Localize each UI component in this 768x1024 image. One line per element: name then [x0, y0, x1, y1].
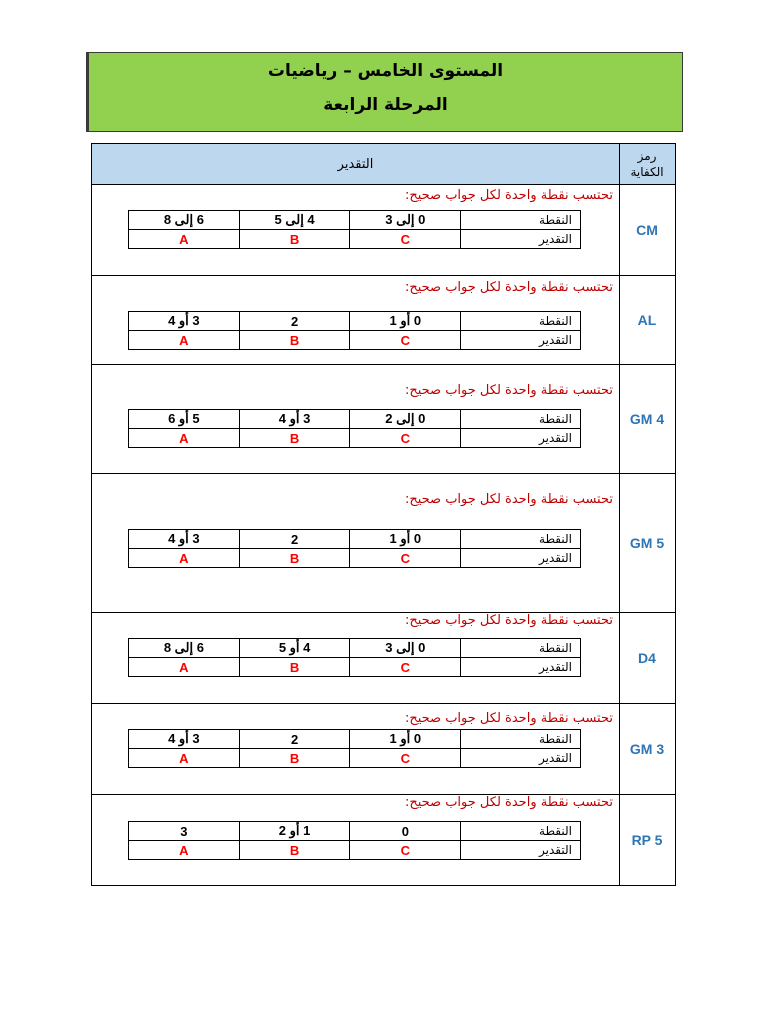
scoring-note: تحتسب نقطة واحدة لكل جواب صحيح:: [404, 613, 613, 628]
grade-cell: C: [350, 549, 461, 568]
grade-cell: B: [239, 230, 350, 249]
points-label: النقطة: [461, 530, 581, 549]
points-cell: 2: [239, 730, 350, 749]
scoring-note: تحتسب نقطة واحدة لكل جواب صحيح:: [404, 711, 613, 726]
table-row: [91, 795, 676, 886]
points-cell: 3 أو 4: [239, 410, 350, 429]
competency-code: AL: [637, 312, 657, 328]
grades-row: [129, 658, 581, 677]
grade-label: التقدير: [461, 331, 581, 350]
competency-code: RP 5: [631, 832, 663, 848]
points-cell: 3: [129, 822, 240, 841]
points-label: النقطة: [461, 822, 581, 841]
points-row: [129, 530, 581, 549]
grade-cell: B: [239, 658, 350, 677]
points-cell: 0 إلى 3: [350, 639, 461, 658]
grading-table: [91, 143, 676, 886]
grades-row: [129, 331, 581, 350]
points-cell: 6 إلى 8: [129, 639, 240, 658]
points-cell: 0 أو 1: [350, 312, 461, 331]
points-row: [129, 639, 581, 658]
grades-row: [129, 549, 581, 568]
points-cell: 0 إلى 2: [350, 410, 461, 429]
competency-code: GM 5: [629, 535, 665, 551]
grades-row: [129, 230, 581, 249]
grade-label: التقدير: [461, 841, 581, 860]
points-row: [129, 312, 581, 331]
table-row: [91, 474, 676, 613]
table-row: [91, 185, 676, 276]
grade-label: التقدير: [461, 549, 581, 568]
grade-cell: C: [350, 658, 461, 677]
grade-cell: B: [239, 749, 350, 768]
points-cell: 0 أو 1: [350, 530, 461, 549]
competency-code: GM 3: [629, 741, 665, 757]
grade-cell: B: [239, 549, 350, 568]
competency-code: D4: [638, 650, 656, 666]
score-grid: [128, 729, 581, 768]
score-grid: [128, 409, 581, 448]
table-row: [91, 613, 676, 704]
score-grid: [128, 210, 581, 249]
grade-cell: A: [129, 331, 240, 350]
row-assessment-cell: [92, 613, 620, 703]
points-row: [129, 410, 581, 429]
scoring-note: تحتسب نقطة واحدة لكل جواب صحيح:: [404, 383, 613, 398]
title-banner: [86, 52, 683, 132]
points-cell: 5 أو 6: [129, 410, 240, 429]
points-cell: 4 إلى 5: [239, 211, 350, 230]
points-cell: 2: [239, 312, 350, 331]
table-body: [91, 185, 676, 886]
scoring-note: تحتسب نقطة واحدة لكل جواب صحيح:: [404, 188, 613, 203]
grade-label: التقدير: [461, 749, 581, 768]
points-row: [129, 211, 581, 230]
grade-cell: C: [350, 841, 461, 860]
points-label: النقطة: [461, 639, 581, 658]
grade-cell: B: [239, 841, 350, 860]
competency-code: GM 4: [629, 411, 665, 427]
points-cell: 0: [350, 822, 461, 841]
row-assessment-cell: [92, 185, 620, 275]
score-grid: [128, 529, 581, 568]
grade-cell: C: [350, 429, 461, 448]
row-assessment-cell: [92, 474, 620, 612]
row-assessment-cell: [92, 704, 620, 794]
table-row: [91, 704, 676, 795]
scoring-note: تحتسب نقطة واحدة لكل جواب صحيح:: [404, 492, 613, 507]
table-header: [91, 143, 676, 185]
points-label: النقطة: [461, 211, 581, 230]
grade-cell: B: [239, 429, 350, 448]
score-grid: [128, 638, 581, 677]
grades-row: [129, 841, 581, 860]
grade-cell: C: [350, 331, 461, 350]
row-assessment-cell: [92, 276, 620, 364]
grade-cell: A: [129, 549, 240, 568]
grade-cell: A: [129, 658, 240, 677]
row-assessment-cell: [92, 795, 620, 885]
row-assessment-cell: [92, 365, 620, 473]
grade-cell: C: [350, 749, 461, 768]
points-row: [129, 822, 581, 841]
score-grid: [128, 821, 581, 860]
header-code-line1: رمز: [637, 149, 657, 163]
grade-cell: C: [350, 230, 461, 249]
table-row: [91, 276, 676, 365]
scoring-note: تحتسب نقطة واحدة لكل جواب صحيح:: [404, 795, 613, 810]
points-cell: 2: [239, 530, 350, 549]
grade-cell: A: [129, 841, 240, 860]
scoring-note: تحتسب نقطة واحدة لكل جواب صحيح:: [404, 280, 613, 295]
points-label: النقطة: [461, 410, 581, 429]
points-cell: 3 أو 4: [129, 530, 240, 549]
table-row: [91, 365, 676, 474]
points-cell: 6 إلى 8: [129, 211, 240, 230]
points-cell: 1 أو 2: [239, 822, 350, 841]
grades-row: [129, 429, 581, 448]
grade-cell: A: [129, 749, 240, 768]
points-row: [129, 730, 581, 749]
grade-cell: A: [129, 230, 240, 249]
grades-row: [129, 749, 581, 768]
grade-label: التقدير: [461, 429, 581, 448]
score-grid: [128, 311, 581, 350]
points-cell: 3 أو 4: [129, 730, 240, 749]
points-label: النقطة: [461, 312, 581, 331]
competency-code: CM: [636, 222, 658, 238]
page-title: المستوى الخامس – رياضيات: [267, 61, 504, 81]
grade-label: التقدير: [461, 230, 581, 249]
points-cell: 3 أو 4: [129, 312, 240, 331]
grade-label: التقدير: [461, 658, 581, 677]
page-subtitle: المرحلة الرابعة: [323, 95, 448, 115]
grade-cell: A: [129, 429, 240, 448]
points-label: النقطة: [461, 730, 581, 749]
points-cell: 0 إلى 3: [350, 211, 461, 230]
points-cell: 0 أو 1: [350, 730, 461, 749]
header-code-line2: الكفاية: [630, 165, 664, 179]
header-competency-code: [619, 144, 675, 184]
header-assessment: التقدير: [92, 144, 620, 184]
grade-cell: B: [239, 331, 350, 350]
points-cell: 4 أو 5: [239, 639, 350, 658]
